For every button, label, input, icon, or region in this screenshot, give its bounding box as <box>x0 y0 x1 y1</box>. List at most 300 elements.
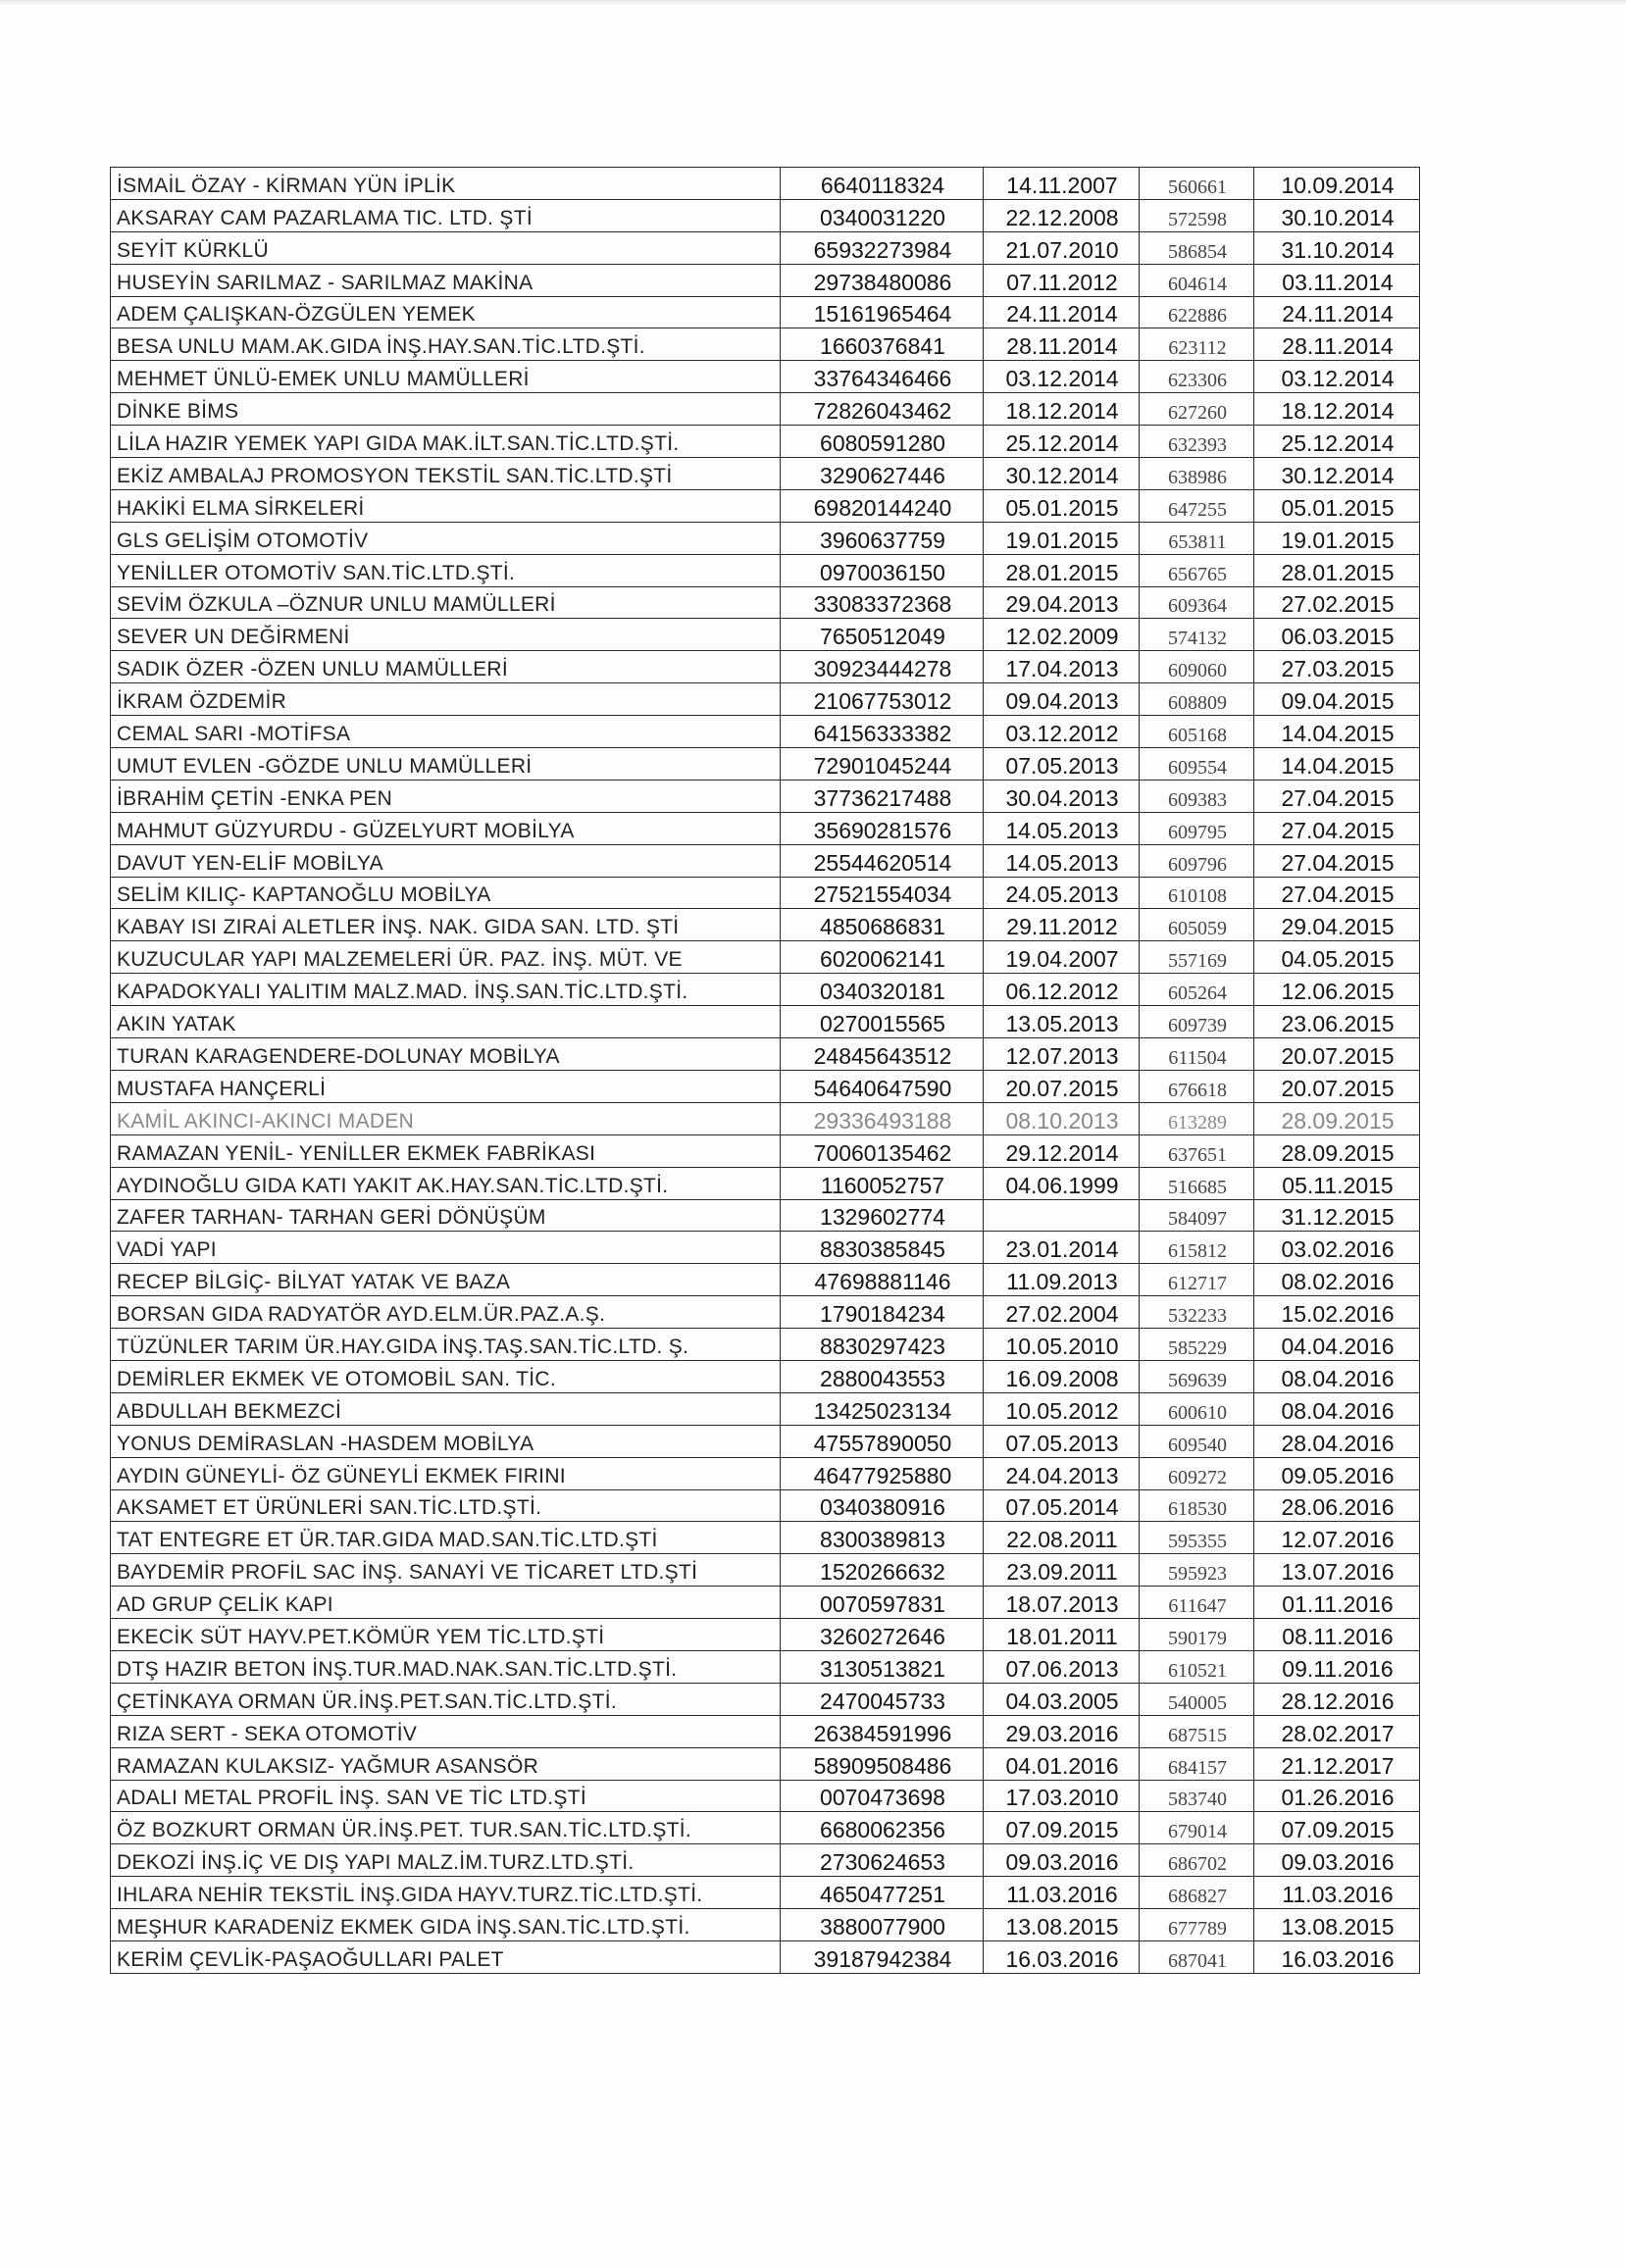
first-date-cell: 14.05.2013 <box>984 844 1140 877</box>
registry-number-cell: 686827 <box>1140 1877 1254 1909</box>
tax-number-cell: 6080591280 <box>781 426 984 458</box>
company-name-cell: SEVER UN DEĞİRMENİ <box>111 619 781 651</box>
table-row <box>111 748 1420 781</box>
table-row <box>111 168 1420 200</box>
second-date-cell: 31.12.2015 <box>1254 1199 1420 1232</box>
registry-number-cell: 609364 <box>1140 586 1254 619</box>
second-date-cell: 09.11.2016 <box>1254 1650 1420 1683</box>
company-name-cell: MEŞHUR KARADENİZ EKMEK GIDA İNŞ.SAN.TİC.LTD.ŞTİ. <box>111 1909 781 1941</box>
second-date-cell: 21.12.2017 <box>1254 1747 1420 1780</box>
registry-number-cell: 609739 <box>1140 1006 1254 1038</box>
table-row <box>111 1747 1420 1780</box>
first-date-cell: 30.12.2014 <box>984 458 1140 490</box>
tax-number-cell: 1790184234 <box>781 1296 984 1329</box>
company-name-cell: DİNKE BİMS <box>111 393 781 426</box>
first-date-cell: 17.04.2013 <box>984 651 1140 683</box>
first-date-cell: 30.04.2013 <box>984 780 1140 812</box>
registry-number-cell: 609540 <box>1140 1425 1254 1457</box>
first-date-cell: 07.09.2015 <box>984 1812 1140 1844</box>
first-date-cell: 12.07.2013 <box>984 1038 1140 1071</box>
tax-number-cell: 25544620514 <box>781 844 984 877</box>
registry-number-cell: 604614 <box>1140 264 1254 296</box>
company-name-cell: AKIN YATAK <box>111 1006 781 1038</box>
first-date-cell: 22.12.2008 <box>984 199 1140 231</box>
registry-number-cell: 637651 <box>1140 1134 1254 1167</box>
tax-number-cell: 2880043553 <box>781 1360 984 1392</box>
second-date-cell: 13.08.2015 <box>1254 1909 1420 1941</box>
tax-number-cell: 0340320181 <box>781 974 984 1006</box>
company-name-cell: ADALI METAL PROFİL İNŞ. SAN VE TİC LTD.ŞTİ <box>111 1780 781 1812</box>
registry-number-cell: 618530 <box>1140 1489 1254 1522</box>
tax-number-cell: 1520266632 <box>781 1554 984 1587</box>
table-row <box>111 1425 1420 1457</box>
registry-number-cell: 595923 <box>1140 1554 1254 1587</box>
tax-number-cell: 24845643512 <box>781 1038 984 1071</box>
table-row <box>111 844 1420 877</box>
tax-number-cell: 8300389813 <box>781 1522 984 1554</box>
first-date-cell: 19.04.2007 <box>984 941 1140 974</box>
registry-number-cell: 632393 <box>1140 426 1254 458</box>
registry-number-cell: 677789 <box>1140 1909 1254 1941</box>
registry-number-cell: 687515 <box>1140 1715 1254 1747</box>
table-row <box>111 909 1420 941</box>
registry-number-cell: 605168 <box>1140 716 1254 748</box>
second-date-cell: 08.11.2016 <box>1254 1619 1420 1651</box>
company-name-cell: İBRAHİM ÇETİN -ENKA PEN <box>111 780 781 812</box>
registry-number-cell: 583740 <box>1140 1780 1254 1812</box>
second-date-cell: 10.09.2014 <box>1254 168 1420 200</box>
table-row <box>111 458 1420 490</box>
company-name-cell: AYDIN GÜNEYLİ- ÖZ GÜNEYLİ EKMEK FIRINI <box>111 1457 781 1489</box>
tax-number-cell: 72901045244 <box>781 748 984 781</box>
tax-number-cell: 70060135462 <box>781 1134 984 1167</box>
second-date-cell: 01.11.2016 <box>1254 1587 1420 1619</box>
tax-number-cell: 0970036150 <box>781 554 984 586</box>
table-row <box>111 1457 1420 1489</box>
first-date-cell: 23.09.2011 <box>984 1554 1140 1587</box>
table-row <box>111 1134 1420 1167</box>
second-date-cell: 28.09.2015 <box>1254 1102 1420 1134</box>
company-name-cell: EKİZ AMBALAJ PROMOSYON TEKSTİL SAN.TİC.LTD.ŞTİ <box>111 458 781 490</box>
company-name-cell: UMUT EVLEN -GÖZDE UNLU MAMÜLLERİ <box>111 748 781 781</box>
first-date-cell: 06.12.2012 <box>984 974 1140 1006</box>
second-date-cell: 28.06.2016 <box>1254 1489 1420 1522</box>
registry-number-cell: 638986 <box>1140 458 1254 490</box>
first-date-cell: 24.04.2013 <box>984 1457 1140 1489</box>
tax-number-cell: 8830297423 <box>781 1329 984 1361</box>
tax-number-cell: 6020062141 <box>781 941 984 974</box>
second-date-cell: 20.07.2015 <box>1254 1038 1420 1071</box>
second-date-cell: 28.11.2014 <box>1254 328 1420 361</box>
table-row <box>111 780 1420 812</box>
registry-number-cell: 627260 <box>1140 393 1254 426</box>
company-name-cell: YENİLLER OTOMOTİV SAN.TİC.LTD.ŞTİ. <box>111 554 781 586</box>
company-name-cell: EKECİK SÜT HAYV.PET.KÖMÜR YEM TİC.LTD.ŞTİ <box>111 1619 781 1651</box>
first-date-cell: 18.01.2011 <box>984 1619 1140 1651</box>
company-name-cell: KAMİL AKINCI-AKINCI MADEN <box>111 1102 781 1134</box>
first-date-cell: 29.03.2016 <box>984 1715 1140 1747</box>
table-row <box>111 393 1420 426</box>
table-row <box>111 941 1420 974</box>
first-date-cell: 18.07.2013 <box>984 1587 1140 1619</box>
second-date-cell: 19.01.2015 <box>1254 522 1420 554</box>
registry-number-cell: 622886 <box>1140 296 1254 328</box>
company-name-cell: DTŞ HAZIR BETON İNŞ.TUR.MAD.NAK.SAN.TİC.LTD.ŞTİ. <box>111 1650 781 1683</box>
registry-number-cell: 609383 <box>1140 780 1254 812</box>
tax-number-cell: 21067753012 <box>781 683 984 716</box>
first-date-cell: 04.06.1999 <box>984 1167 1140 1199</box>
second-date-cell: 27.04.2015 <box>1254 780 1420 812</box>
first-date-cell: 27.02.2004 <box>984 1296 1140 1329</box>
second-date-cell: 28.04.2016 <box>1254 1425 1420 1457</box>
tax-number-cell: 2470045733 <box>781 1683 984 1715</box>
company-name-cell: TÜZÜNLER TARIM ÜR.HAY.GIDA İNŞ.TAŞ.SAN.TİC.LTD. Ş. <box>111 1329 781 1361</box>
second-date-cell: 03.12.2014 <box>1254 361 1420 393</box>
tax-number-cell: 6680062356 <box>781 1812 984 1844</box>
tax-number-cell: 7650512049 <box>781 619 984 651</box>
table-row <box>111 522 1420 554</box>
second-date-cell: 04.05.2015 <box>1254 941 1420 974</box>
first-date-cell: 10.05.2012 <box>984 1392 1140 1425</box>
registry-number-cell: 605059 <box>1140 909 1254 941</box>
table-row <box>111 264 1420 296</box>
tax-number-cell: 64156333382 <box>781 716 984 748</box>
registry-number-cell: 584097 <box>1140 1199 1254 1232</box>
first-date-cell: 25.12.2014 <box>984 426 1140 458</box>
company-name-cell: AYDINOĞLU GIDA KATI YAKIT AK.HAY.SAN.TİC.LTD.ŞTİ. <box>111 1167 781 1199</box>
company-name-cell: IHLARA NEHİR TEKSTİL İNŞ.GIDA HAYV.TURZ.TİC.LTD.ŞTİ. <box>111 1877 781 1909</box>
company-name-cell: ADEM ÇALIŞKAN-ÖZGÜLEN YEMEK <box>111 296 781 328</box>
registry-number-cell: 615812 <box>1140 1232 1254 1264</box>
tax-number-cell: 30923444278 <box>781 651 984 683</box>
company-name-cell: DAVUT YEN-ELİF MOBİLYA <box>111 844 781 877</box>
tax-number-cell: 0340031220 <box>781 199 984 231</box>
company-name-cell: İSMAİL ÖZAY - KİRMAN YÜN İPLİK <box>111 168 781 200</box>
first-date-cell: 21.07.2010 <box>984 231 1140 264</box>
tax-number-cell: 8830385845 <box>781 1232 984 1264</box>
tax-number-cell: 0270015565 <box>781 1006 984 1038</box>
second-date-cell: 28.09.2015 <box>1254 1134 1420 1167</box>
first-date-cell: 09.03.2016 <box>984 1844 1140 1877</box>
table-row <box>111 489 1420 522</box>
registry-number-cell: 585229 <box>1140 1329 1254 1361</box>
table-row <box>111 231 1420 264</box>
registry-number-cell: 647255 <box>1140 489 1254 522</box>
tax-number-cell: 3880077900 <box>781 1909 984 1941</box>
table-row <box>111 1264 1420 1296</box>
registry-number-cell: 600610 <box>1140 1392 1254 1425</box>
registry-number-cell: 609554 <box>1140 748 1254 781</box>
tax-number-cell: 33764346466 <box>781 361 984 393</box>
first-date-cell: 04.03.2005 <box>984 1683 1140 1715</box>
registry-number-cell: 605264 <box>1140 974 1254 1006</box>
company-name-cell: RAMAZAN KULAKSIZ- YAĞMUR ASANSÖR <box>111 1747 781 1780</box>
registry-number-cell: 686702 <box>1140 1844 1254 1877</box>
table-row <box>111 1877 1420 1909</box>
tax-number-cell: 3290627446 <box>781 458 984 490</box>
table-row <box>111 426 1420 458</box>
registry-number-cell: 611647 <box>1140 1587 1254 1619</box>
first-date-cell: 20.07.2015 <box>984 1070 1140 1102</box>
registry-number-cell: 653811 <box>1140 522 1254 554</box>
first-date-cell: 11.03.2016 <box>984 1877 1140 1909</box>
registry-number-cell: 609795 <box>1140 812 1254 844</box>
registry-number-cell: 540005 <box>1140 1683 1254 1715</box>
first-date-cell: 19.01.2015 <box>984 522 1140 554</box>
company-name-cell: AKSARAY CAM PAZARLAMA TIC. LTD. ŞTİ <box>111 199 781 231</box>
company-name-cell: SADIK ÖZER -ÖZEN UNLU MAMÜLLERİ <box>111 651 781 683</box>
company-name-cell: İKRAM ÖZDEMİR <box>111 683 781 716</box>
second-date-cell: 27.04.2015 <box>1254 812 1420 844</box>
table-row <box>111 361 1420 393</box>
table-row <box>111 1489 1420 1522</box>
first-date-cell: 09.04.2013 <box>984 683 1140 716</box>
second-date-cell: 25.12.2014 <box>1254 426 1420 458</box>
tax-number-cell: 58909508486 <box>781 1747 984 1780</box>
second-date-cell: 09.03.2016 <box>1254 1844 1420 1877</box>
tax-number-cell: 3960637759 <box>781 522 984 554</box>
tax-number-cell: 46477925880 <box>781 1457 984 1489</box>
table-row <box>111 974 1420 1006</box>
company-name-cell: MUSTAFA HANÇERLİ <box>111 1070 781 1102</box>
company-name-cell: GLS GELİŞİM OTOMOTİV <box>111 522 781 554</box>
company-name-cell: BORSAN GIDA RADYATÖR AYD.ELM.ÜR.PAZ.A.Ş. <box>111 1296 781 1329</box>
registry-number-cell: 586854 <box>1140 231 1254 264</box>
first-date-cell: 14.11.2007 <box>984 168 1140 200</box>
table-row <box>111 1650 1420 1683</box>
company-name-cell: RIZA SERT - SEKA OTOMOTİV <box>111 1715 781 1747</box>
company-name-cell: SEYİT KÜRKLÜ <box>111 231 781 264</box>
company-name-cell: BESA UNLU MAM.AK.GIDA İNŞ.HAY.SAN.TİC.LTD.ŞTİ. <box>111 328 781 361</box>
registry-number-cell: 623112 <box>1140 328 1254 361</box>
company-name-cell: HAKİKİ ELMA SİRKELERİ <box>111 489 781 522</box>
company-name-cell: ÖZ BOZKURT ORMAN ÜR.İNŞ.PET. TUR.SAN.TİC.LTD.ŞTİ. <box>111 1812 781 1844</box>
tax-number-cell: 3130513821 <box>781 1650 984 1683</box>
table-row <box>111 1296 1420 1329</box>
registry-number-cell: 613289 <box>1140 1102 1254 1134</box>
tax-number-cell: 15161965464 <box>781 296 984 328</box>
first-date-cell: 29.04.2013 <box>984 586 1140 619</box>
second-date-cell: 27.04.2015 <box>1254 877 1420 909</box>
table-row <box>111 877 1420 909</box>
registry-number-cell: 557169 <box>1140 941 1254 974</box>
company-name-cell: DEKOZİ İNŞ.İÇ VE DIŞ YAPI MALZ.İM.TURZ.LTD.ŞTİ. <box>111 1844 781 1877</box>
table-row <box>111 1812 1420 1844</box>
registry-number-cell: 608809 <box>1140 683 1254 716</box>
registry-number-cell: 684157 <box>1140 1747 1254 1780</box>
first-date-cell: 23.01.2014 <box>984 1232 1140 1264</box>
table-row <box>111 1167 1420 1199</box>
table-row <box>111 1360 1420 1392</box>
second-date-cell: 20.07.2015 <box>1254 1070 1420 1102</box>
registry-number-cell: 679014 <box>1140 1812 1254 1844</box>
first-date-cell: 29.12.2014 <box>984 1134 1140 1167</box>
second-date-cell: 03.11.2014 <box>1254 264 1420 296</box>
first-date-cell: 12.02.2009 <box>984 619 1140 651</box>
registry-number-cell: 612717 <box>1140 1264 1254 1296</box>
tax-number-cell: 4850686831 <box>781 909 984 941</box>
tax-number-cell: 0070597831 <box>781 1587 984 1619</box>
company-name-cell: SEVİM ÖZKULA –ÖZNUR UNLU MAMÜLLERİ <box>111 586 781 619</box>
first-date-cell: 07.05.2014 <box>984 1489 1140 1522</box>
second-date-cell: 04.04.2016 <box>1254 1329 1420 1361</box>
tax-number-cell: 47557890050 <box>781 1425 984 1457</box>
second-date-cell: 07.09.2015 <box>1254 1812 1420 1844</box>
tax-number-cell: 29336493188 <box>781 1102 984 1134</box>
first-date-cell: 07.05.2013 <box>984 748 1140 781</box>
first-date-cell: 14.05.2013 <box>984 812 1140 844</box>
table-row <box>111 651 1420 683</box>
second-date-cell: 08.02.2016 <box>1254 1264 1420 1296</box>
second-date-cell: 31.10.2014 <box>1254 231 1420 264</box>
second-date-cell: 30.10.2014 <box>1254 199 1420 231</box>
registry-number-cell: 610521 <box>1140 1650 1254 1683</box>
registry-number-cell: 609060 <box>1140 651 1254 683</box>
registry-number-cell: 609796 <box>1140 844 1254 877</box>
registry-number-cell: 623306 <box>1140 361 1254 393</box>
first-date-cell: 10.05.2010 <box>984 1329 1140 1361</box>
table-row <box>111 683 1420 716</box>
table-row <box>111 296 1420 328</box>
first-date-cell: 17.03.2010 <box>984 1780 1140 1812</box>
second-date-cell: 28.01.2015 <box>1254 554 1420 586</box>
first-date-cell: 07.05.2013 <box>984 1425 1140 1457</box>
company-name-cell: SELİM KILIÇ- KAPTANOĞLU MOBİLYA <box>111 877 781 909</box>
registry-number-cell: 611504 <box>1140 1038 1254 1071</box>
second-date-cell: 23.06.2015 <box>1254 1006 1420 1038</box>
table-body <box>111 168 1420 1974</box>
first-date-cell: 18.12.2014 <box>984 393 1140 426</box>
second-date-cell: 28.12.2016 <box>1254 1683 1420 1715</box>
table-row <box>111 1232 1420 1264</box>
table-row <box>111 1102 1420 1134</box>
company-name-cell: DEMİRLER EKMEK VE OTOMOBİL SAN. TİC. <box>111 1360 781 1392</box>
first-date-cell: 03.12.2014 <box>984 361 1140 393</box>
registry-number-cell: 560661 <box>1140 168 1254 200</box>
company-name-cell: HUSEYİN SARILMAZ - SARILMAZ MAKİNA <box>111 264 781 296</box>
second-date-cell: 06.03.2015 <box>1254 619 1420 651</box>
table-row <box>111 328 1420 361</box>
tax-number-cell: 2730624653 <box>781 1844 984 1877</box>
company-name-cell: ÇETİNKAYA ORMAN ÜR.İNŞ.PET.SAN.TİC.LTD.ŞTİ. <box>111 1683 781 1715</box>
company-name-cell: ABDULLAH BEKMEZCİ <box>111 1392 781 1425</box>
second-date-cell: 14.04.2015 <box>1254 716 1420 748</box>
registry-number-cell: 609272 <box>1140 1457 1254 1489</box>
table-row <box>111 1909 1420 1941</box>
first-date-cell: 04.01.2016 <box>984 1747 1140 1780</box>
registry-number-cell: 676618 <box>1140 1070 1254 1102</box>
tax-number-cell: 69820144240 <box>781 489 984 522</box>
first-date-cell <box>984 1199 1140 1232</box>
first-date-cell: 07.11.2012 <box>984 264 1140 296</box>
table-row <box>111 1392 1420 1425</box>
tax-number-cell: 6640118324 <box>781 168 984 200</box>
first-date-cell: 16.03.2016 <box>984 1940 1140 1973</box>
tax-number-cell: 37736217488 <box>781 780 984 812</box>
tax-number-cell: 54640647590 <box>781 1070 984 1102</box>
second-date-cell: 18.12.2014 <box>1254 393 1420 426</box>
tax-number-cell: 1329602774 <box>781 1199 984 1232</box>
table-row <box>111 1070 1420 1102</box>
tax-number-cell: 4650477251 <box>781 1877 984 1909</box>
tax-number-cell: 3260272646 <box>781 1619 984 1651</box>
second-date-cell: 15.02.2016 <box>1254 1296 1420 1329</box>
table-row <box>111 1683 1420 1715</box>
table-row <box>111 812 1420 844</box>
registry-number-cell: 532233 <box>1140 1296 1254 1329</box>
second-date-cell: 13.07.2016 <box>1254 1554 1420 1587</box>
registry-number-cell: 572598 <box>1140 199 1254 231</box>
second-date-cell: 05.11.2015 <box>1254 1167 1420 1199</box>
company-name-cell: KERİM ÇEVLİK-PAŞAOĞULLARI PALET <box>111 1940 781 1973</box>
company-name-cell: BAYDEMİR PROFİL SAC İNŞ. SANAYİ VE TİCARET LTD.ŞTİ <box>111 1554 781 1587</box>
second-date-cell: 27.03.2015 <box>1254 651 1420 683</box>
table-row <box>111 586 1420 619</box>
tax-number-cell: 1660376841 <box>781 328 984 361</box>
first-date-cell: 24.11.2014 <box>984 296 1140 328</box>
tax-number-cell: 47698881146 <box>781 1264 984 1296</box>
table-row <box>111 1554 1420 1587</box>
company-name-cell: KUZUCULAR YAPI MALZEMELERİ ÜR. PAZ. İNŞ. MÜT. VE <box>111 941 781 974</box>
company-registry-table <box>110 167 1420 1974</box>
company-name-cell: CEMAL SARI -MOTİFSA <box>111 716 781 748</box>
table-row <box>111 554 1420 586</box>
tax-number-cell: 27521554034 <box>781 877 984 909</box>
registry-number-cell: 656765 <box>1140 554 1254 586</box>
tax-number-cell: 29738480086 <box>781 264 984 296</box>
tax-number-cell: 35690281576 <box>781 812 984 844</box>
registry-number-cell: 574132 <box>1140 619 1254 651</box>
table-row <box>111 1006 1420 1038</box>
table-row <box>111 1844 1420 1877</box>
company-name-cell: TURAN KARAGENDERE-DOLUNAY MOBİLYA <box>111 1038 781 1071</box>
company-name-cell: VADİ YAPI <box>111 1232 781 1264</box>
registry-number-cell: 516685 <box>1140 1167 1254 1199</box>
tax-number-cell: 26384591996 <box>781 1715 984 1747</box>
first-date-cell: 13.08.2015 <box>984 1909 1140 1941</box>
registry-number-cell: 687041 <box>1140 1940 1254 1973</box>
table-row <box>111 1038 1420 1071</box>
second-date-cell: 29.04.2015 <box>1254 909 1420 941</box>
company-name-cell: MEHMET ÜNLÜ-EMEK UNLU MAMÜLLERİ <box>111 361 781 393</box>
second-date-cell: 14.04.2015 <box>1254 748 1420 781</box>
company-name-cell: KABAY ISI ZIRAİ ALETLER İNŞ. NAK. GIDA SAN. LTD. ŞTİ <box>111 909 781 941</box>
table-row <box>111 1780 1420 1812</box>
first-date-cell: 08.10.2013 <box>984 1102 1140 1134</box>
table-row <box>111 1940 1420 1973</box>
table-row <box>111 1587 1420 1619</box>
table-row <box>111 199 1420 231</box>
second-date-cell: 12.06.2015 <box>1254 974 1420 1006</box>
second-date-cell: 27.02.2015 <box>1254 586 1420 619</box>
first-date-cell: 07.06.2013 <box>984 1650 1140 1683</box>
tax-number-cell: 39187942384 <box>781 1940 984 1973</box>
second-date-cell: 09.04.2015 <box>1254 683 1420 716</box>
table-row <box>111 1715 1420 1747</box>
company-name-cell: TAT ENTEGRE ET ÜR.TAR.GIDA MAD.SAN.TİC.LTD.ŞTİ <box>111 1522 781 1554</box>
second-date-cell: 09.05.2016 <box>1254 1457 1420 1489</box>
first-date-cell: 28.11.2014 <box>984 328 1140 361</box>
tax-number-cell: 33083372368 <box>781 586 984 619</box>
second-date-cell: 12.07.2016 <box>1254 1522 1420 1554</box>
first-date-cell: 28.01.2015 <box>984 554 1140 586</box>
table-row <box>111 1329 1420 1361</box>
tax-number-cell: 72826043462 <box>781 393 984 426</box>
tax-number-cell: 1160052757 <box>781 1167 984 1199</box>
table-row <box>111 1199 1420 1232</box>
company-name-cell: MAHMUT GÜZYURDU - GÜZELYURT MOBİLYA <box>111 812 781 844</box>
company-name-cell: AKSAMET ET ÜRÜNLERİ SAN.TİC.LTD.ŞTİ. <box>111 1489 781 1522</box>
